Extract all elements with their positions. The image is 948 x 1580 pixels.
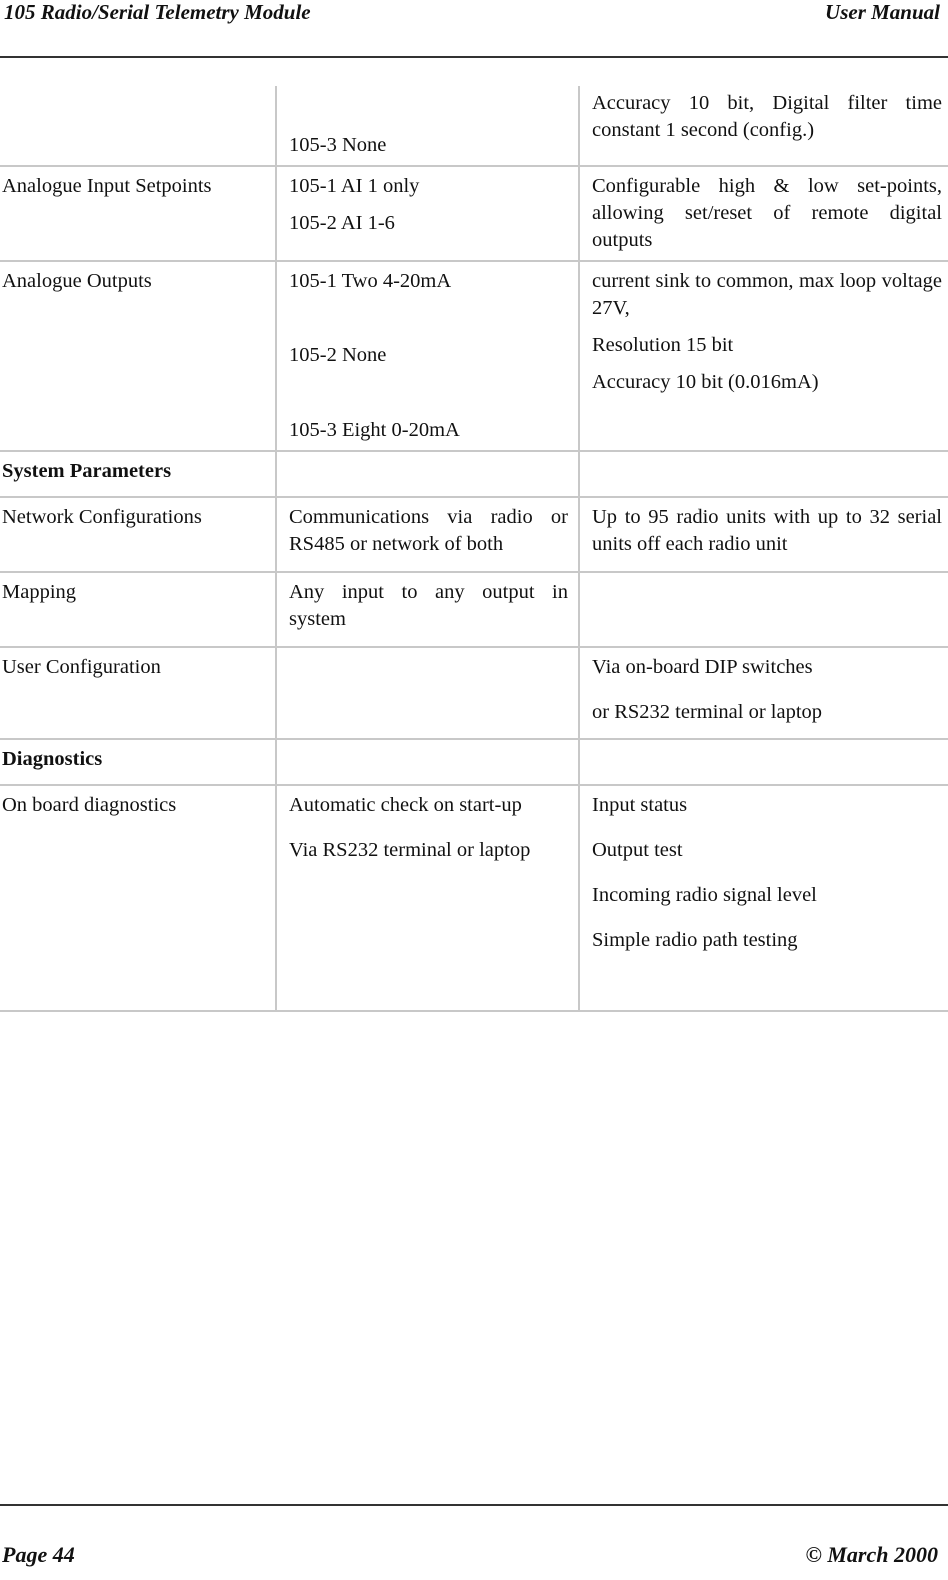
detail-cell [579,739,948,785]
detail-line: Up to 95 radio units with up to 32 serial units off each radio unit [592,506,942,555]
detail-cell [579,86,948,166]
table-row [0,261,948,451]
param-cell: Mapping [0,572,276,647]
model-cell [276,451,579,497]
param-cell: Analogue Outputs [0,261,276,451]
specification-table [0,86,948,1012]
detail-cell [579,166,948,261]
detail-cell [579,497,948,572]
section-heading: System Parameters [0,451,276,497]
model-line: 105-1 AI 1 only [289,175,420,197]
model-cell [276,572,579,647]
section-row [0,451,948,497]
param-cell: Network Configurations [0,497,276,572]
detail-line: Output test [592,839,683,861]
detail-line: Simple radio path testing [592,929,798,951]
section-row [0,739,948,785]
model-line: Any input to any output in system [289,581,568,630]
detail-cell [579,451,948,497]
detail-line: Input status [592,794,688,816]
page-number: Page 44 [2,1542,75,1567]
param-cell: Analogue Input Setpoints [0,166,276,261]
model-line: Communications via radio or RS485 or network of both [289,506,568,555]
model-cell [276,261,579,451]
table-row [0,86,948,166]
model-line: 105-3 None [289,134,387,156]
param-cell [0,86,276,166]
detail-line: Via on-board DIP switches [592,656,813,678]
document-type: User Manual [825,0,940,24]
document-title: 105 Radio/Serial Telemetry Module [4,0,311,24]
detail-cell [579,647,948,739]
model-cell [276,739,579,785]
table-row [0,572,948,647]
detail-line: current sink to common, max loop voltage 27V, [592,270,942,319]
detail-cell [579,572,948,647]
model-line: Via RS232 terminal or laptop [289,839,531,861]
model-line: 105-3 Eight 0-20mA [289,419,460,441]
section-heading: Diagnostics [0,739,276,785]
page-footer [0,1504,948,1567]
model-cell [276,647,579,739]
model-line: 105-1 Two 4-20mA [289,270,452,292]
detail-line: Accuracy 10 bit (0.016mA) [592,371,819,393]
table-row [0,497,948,572]
param-cell: User Configuration [0,647,276,739]
model-line: Automatic check on start-up [289,794,522,816]
detail-line: Resolution 15 bit [592,334,734,356]
model-cell [276,497,579,572]
page-header [0,0,948,58]
model-line: 105-2 AI 1-6 [289,212,395,234]
model-cell [276,86,579,166]
detail-cell [579,785,948,1011]
model-line: 105-2 None [289,344,387,366]
model-cell [276,785,579,1011]
detail-cell [579,261,948,451]
detail-line: or RS232 terminal or laptop [592,701,823,723]
detail-line: Incoming radio signal level [592,884,817,906]
detail-line: Accuracy 10 bit, Digital filter time constant 1 second (config.) [592,92,942,141]
param-cell: On board diagnostics [0,785,276,1011]
table-row [0,785,948,1011]
detail-line: Configurable high & low set-points, allowing set/reset of remote digital outputs [592,175,942,251]
model-cell [276,166,579,261]
table-row [0,166,948,261]
table-row [0,647,948,739]
copyright-date: © March 2000 [805,1542,938,1567]
